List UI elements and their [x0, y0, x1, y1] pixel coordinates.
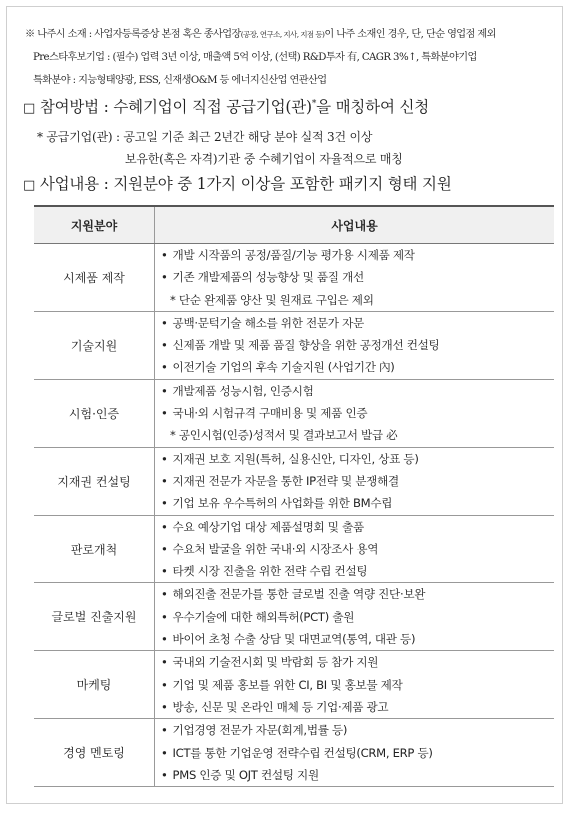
support-content-cell — [155, 311, 555, 379]
content-bullet-item: • 신제품 개발 및 제품 품질 향상을 위한 공정개선 컨설팅 — [161, 334, 554, 356]
checkbox-square-icon: □ — [23, 178, 36, 193]
support-field-cell: 경영 멘토링 — [34, 719, 155, 787]
content-bullet-item: • 공백·문턱기술 해소를 위한 전문가 자문 — [161, 312, 554, 334]
content-bullet-item: • 국내·외 시험규격 구매비용 및 제품 인증 — [161, 402, 554, 424]
support-table — [34, 205, 554, 787]
section-content-title: 사업내용 : 지원분야 중 1가지 이상을 포함한 패키지 형태 지원 — [39, 175, 452, 193]
support-field-cell: 시험·인증 — [34, 379, 155, 447]
support-field-cell: 기술지원 — [34, 311, 155, 379]
section-participation-title-end: 을 매칭하여 신청 — [316, 98, 430, 116]
table-row — [34, 719, 554, 787]
document-page — [6, 6, 563, 804]
support-content-cell — [155, 719, 555, 787]
content-note-item: * 공인시험(인증)성적서 및 결과보고서 발급 必 — [170, 428, 398, 443]
content-bullet-item: • 해외진출 전문가를 통한 글로벌 진출 역량 진단·보완 — [161, 583, 554, 605]
support-content-cell — [155, 583, 555, 651]
header-field: 지원분야 — [34, 206, 155, 244]
content-bullet-item: • 개발 시작품의 공정/품질/기능 평가용 시제품 제작 — [161, 244, 554, 266]
content-bullet-item: • 바이어 초청 수출 상담 및 대면교역(통역, 대관 등) — [161, 628, 554, 650]
content-bullet-item: • 우수기술에 대한 해외특허(PCT) 출원 — [161, 606, 554, 628]
support-content-cell — [155, 651, 555, 719]
content-bullet-item: • 수요 예상기업 대상 제품설명회 및 출품 — [161, 516, 554, 538]
support-field-cell: 시제품 제작 — [34, 244, 155, 312]
content-bullet-item: • 기업경영 전문가 자문(회계,법률 등) — [161, 719, 554, 741]
table-row — [34, 583, 554, 651]
content-bullet-item: • 기업 및 제품 홍보를 위한 CI, BI 및 홍보물 제작 — [161, 674, 554, 696]
note-location-small: (공장, 연구소, 지사, 지점 등) — [240, 30, 325, 39]
content-bullet-item: • 방송, 신문 및 온라인 매체 등 기업·제품 광고 — [161, 696, 554, 718]
table-header-row — [34, 206, 554, 244]
support-field-cell: 글로벌 진출지원 — [34, 583, 155, 651]
content-bullet-item: • PMS 인증 및 OJT 컨설팅 지원 — [161, 764, 554, 786]
footnote-supplier-2: 보유한(혹은 자격)기관 중 수혜기업이 자율적으로 매칭 — [125, 152, 403, 166]
content-bullet-item: • 개발제품 성능시험, 인증시험 — [161, 380, 554, 402]
support-field-cell: 판로개척 — [34, 515, 155, 583]
note-location-text: ※ 나주시 소재 : 사업자등록증상 본점 혹은 종사업장 — [25, 29, 241, 40]
table-row — [34, 379, 554, 447]
table-row — [34, 651, 554, 719]
support-content-cell — [155, 244, 555, 312]
section-participation-heading — [23, 95, 429, 117]
note-special-field: 특화분야 : 지능형태양광, ESS, 신재생O&M 등 에너지신산업 연관산업 — [33, 75, 327, 86]
content-bullet-item: • ICT를 통한 기업운영 전략수립 컨설팅(CRM, ERP 등) — [161, 742, 554, 764]
table-row — [34, 447, 554, 515]
header-content: 사업내용 — [155, 206, 555, 244]
content-bullet-item: • 국내외 기술전시회 및 박람회 등 참가 지원 — [161, 651, 554, 673]
content-bullet-item: • 지재권 전문가 자문을 통한 IP전략 및 분쟁해결 — [161, 470, 554, 492]
footnote-supplier-1: * 공급기업(관) : 공고일 기준 최근 2년간 해당 분야 실적 3건 이상 — [37, 130, 373, 144]
note-location-text-end: 이 나주 소재인 경우, 단, 단순 영업점 제외 — [324, 29, 496, 40]
note-pre-star: Pre스타후보기업 : (필수) 업력 3년 이상, 매출액 5억 이상, (선택) R&D투자 有, CAGR 3%↑, 특화분야기업 — [33, 52, 477, 63]
support-field-cell: 지재권 컨설팅 — [34, 447, 155, 515]
footnote-marker: * — [311, 98, 317, 109]
content-bullet-item: • 기업 보유 우수특허의 사업화를 위한 BM수립 — [161, 492, 554, 514]
table-row — [34, 244, 554, 312]
checkbox-square-icon: □ — [23, 101, 36, 116]
table-row — [34, 311, 554, 379]
content-bullet-item: • 기존 개발제품의 성능향상 및 품질 개선 — [161, 266, 554, 288]
content-bullet-item: • 지재권 보호 지원(특허, 실용신안, 디자인, 상표 등) — [161, 448, 554, 470]
support-content-cell — [155, 379, 555, 447]
content-bullet-item: • 수요처 발굴을 위한 국내·외 시장조사 용역 — [161, 538, 554, 560]
support-field-cell: 마케팅 — [34, 651, 155, 719]
content-note-item: * 단순 완제품 양산 및 원재료 구입은 제외 — [170, 292, 374, 307]
support-content-cell — [155, 447, 555, 515]
section-participation-title: 참여방법 : 수혜기업이 직접 공급기업(관) — [39, 98, 312, 116]
table-body — [34, 244, 554, 787]
content-bullet-item: • 타켓 시장 진출을 위한 전략 수립 컨설팅 — [161, 560, 554, 582]
content-bullet-item: • 이전기술 기업의 후속 기술지원 (사업기간 內) — [161, 356, 554, 378]
section-content-heading — [23, 172, 452, 194]
note-location — [25, 25, 496, 40]
table-row — [34, 515, 554, 583]
support-content-cell — [155, 515, 555, 583]
